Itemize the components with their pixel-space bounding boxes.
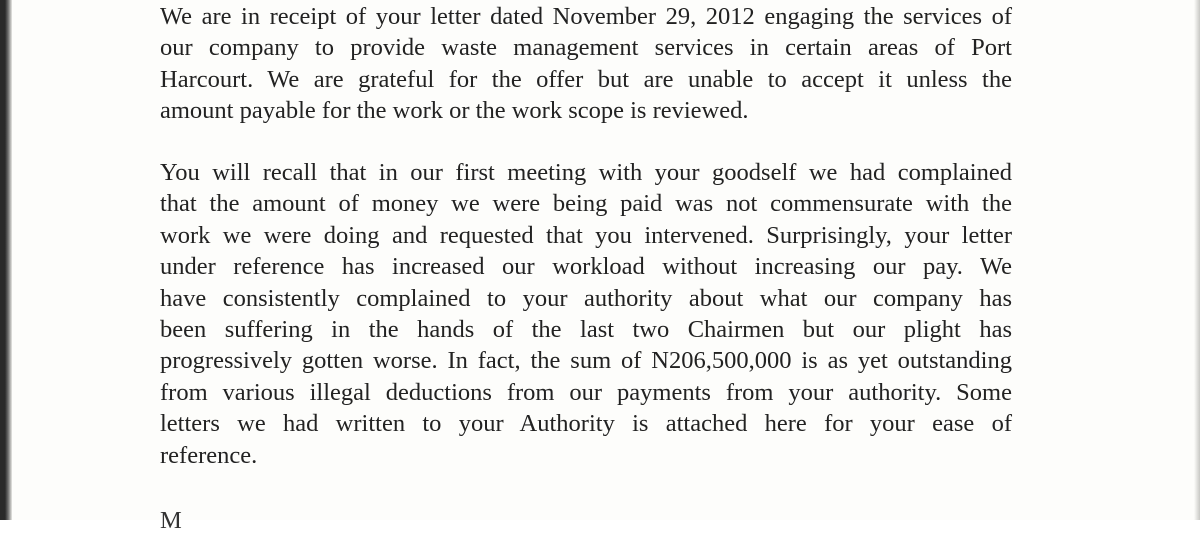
paragraph-line: that the amount of money we were being paid was not commensurate with the — [160, 190, 1012, 218]
scan-right-border — [1194, 0, 1200, 520]
paragraph-line: been suffering in the hands of the last two Chairmen but our plight has — [160, 316, 1012, 344]
paragraph-complaint-history — [160, 157, 1012, 471]
scan-left-border — [0, 0, 12, 520]
paragraph-line: letters we had written to your Authority is attached here for your ease of — [160, 410, 1012, 438]
paragraph-receipt-of-letter — [160, 1, 1012, 127]
paragraph-line: progressively gotten worse. In fact, the sum of N206,500,000 is as yet outstanding — [160, 347, 1012, 375]
paragraph-partial-cut-off — [160, 505, 1012, 534]
paragraph-line: amount payable for the work or the work scope is reviewed. — [160, 97, 749, 125]
partial-line: M — [160, 507, 182, 534]
paragraph-line: reference. — [160, 441, 258, 469]
paragraph-line: We are in receipt of your letter dated November 29, 2012 engaging the services of — [160, 3, 1012, 30]
paragraph-line: under reference has increased our workload without increasing our pay. We — [160, 253, 1012, 281]
paragraph-line: Harcourt. We are grateful for the offer but are unable to accept it unless the — [160, 65, 1012, 93]
paragraph-line: have consistently complained to your authority about what our company has — [160, 284, 1012, 312]
paragraph-line: You will recall that in our first meeting with your goodself we had complained — [160, 159, 1012, 186]
paragraph-line: our company to provide waste management services in certain areas of Port — [160, 34, 1012, 62]
paragraph-line: from various illegal deductions from our payments from your authority. Some — [160, 378, 1012, 406]
paragraph-line: work we were doing and requested that you intervened. Surprisingly, your letter — [160, 221, 1012, 249]
